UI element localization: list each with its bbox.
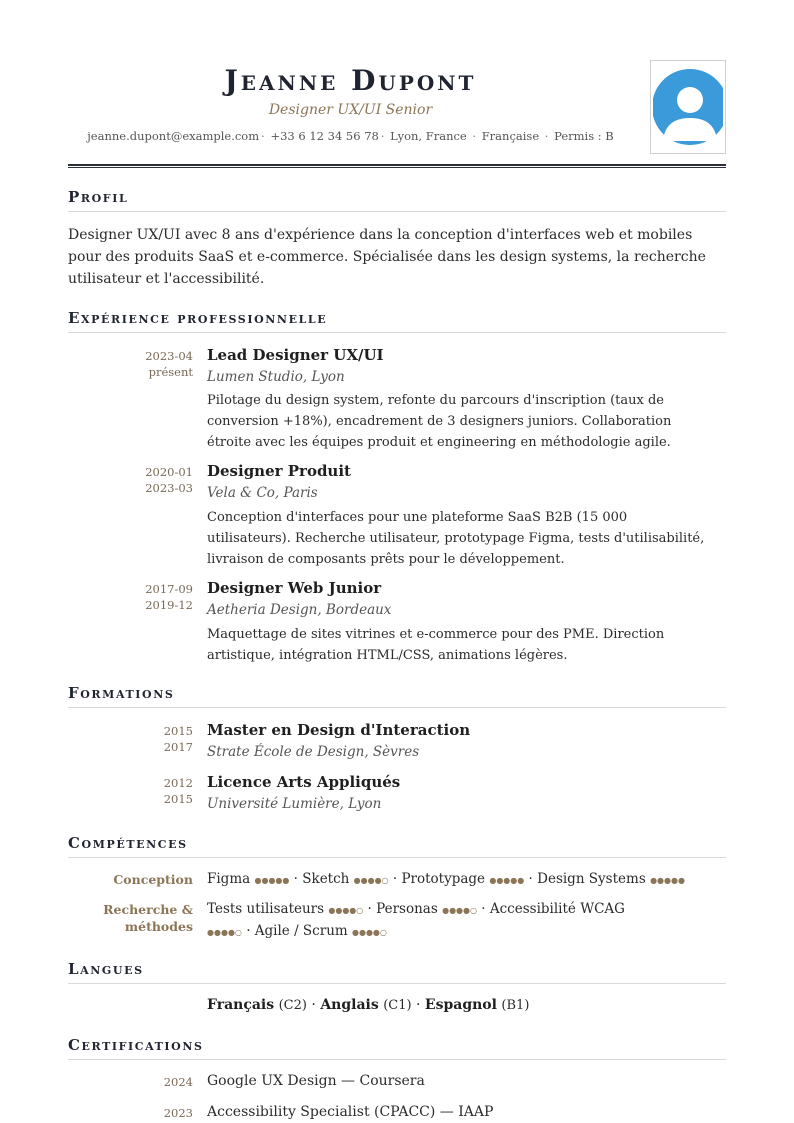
skill-rating: ●●●●○ <box>442 906 477 915</box>
school: Université Lumière, Lyon <box>207 796 382 812</box>
language-level: (B1) <box>501 998 530 1013</box>
profile-photo <box>650 60 726 154</box>
date-range: 2017-09 2019-12 <box>145 582 193 612</box>
section-heading-experience: Expérience professionnelle <box>68 309 726 333</box>
skill-name: Design Systems <box>537 871 646 887</box>
language-level: (C2) <box>278 998 307 1013</box>
email[interactable]: jeanne.dupont@example.com <box>87 129 260 143</box>
job-description: Pilotage du design system, refonte du parcours d'inscription (taux de conversion +18%), encadrement de 3 designers juniors. Collaboration étroite avec les équipes produit et engineering en méthodologie agile. <box>207 393 672 450</box>
school: Strate École de Design, Sèvres <box>207 744 420 760</box>
job-description: Conception d'interfaces pour une plateforme SaaS B2B (15 000 utilisateurs). Recherche utilisateur, prototypage Figma, tests d'utilisabilité, livraison de composants prêts pour le développement. <box>207 510 705 567</box>
resume-header <box>68 0 726 170</box>
section-heading-languages: Langues <box>68 960 726 984</box>
job-position: Designer Web Junior <box>207 579 382 597</box>
nationality: Française <box>481 129 540 143</box>
skill-rating: ●●●●○ <box>351 928 387 937</box>
skill-group-label: Recherche & méthodes <box>103 902 193 934</box>
section-heading-education: Formations <box>68 684 726 708</box>
job-description: Maquettage de sites vitrines et e-commerce pour des PME. Direction artistique, intégration HTML/CSS, animations légères. <box>207 627 665 663</box>
skill-group-items: Figma ●●●●● · Sketch ●●●●○ · Prototypage ●●●●● · Design Systems ●●●●● <box>207 871 685 887</box>
skill-group-items: Tests utilisateurs ●●●●○ · Personas ●●●●○ · Accessibilité WCAG ●●●●○ · Agile / Scrum ●●●●○ <box>207 901 625 939</box>
job-title: Designer UX/UI Senior <box>268 102 433 118</box>
skill-rating: ●●●●● <box>254 876 290 885</box>
date-range: 2023-04 présent <box>145 349 193 379</box>
skill-group-label: Conception <box>113 872 193 887</box>
driving-license: Permis : B <box>554 129 614 143</box>
skill-rating: ●●●●○ <box>328 906 364 915</box>
company: Vela & Co, Paris <box>207 485 318 501</box>
section-heading-skills: Compétences <box>68 834 726 858</box>
date-range: 2015 2017 <box>163 724 193 754</box>
company: Aetheria Design, Bordeaux <box>207 602 392 618</box>
skill-name: Sketch <box>302 871 350 887</box>
date-range: 2012 2015 <box>163 776 193 806</box>
job-position: Designer Produit <box>207 462 351 480</box>
skill-name: Figma <box>207 871 251 887</box>
skill-rating: ●●●●○ <box>207 928 242 937</box>
skill-rating: ●●●●● <box>650 876 685 885</box>
job-position: Lead Designer UX/UI <box>207 346 384 364</box>
location: Lyon, France <box>390 129 467 143</box>
language-name: Anglais <box>320 997 379 1013</box>
header-divider <box>68 164 726 168</box>
language-level: (C1) <box>383 998 412 1013</box>
skill-rating: ●●●●○ <box>353 876 389 885</box>
skill-rating: ●●●●● <box>489 876 525 885</box>
profile-summary: Designer UX/UI avec 8 ans d'expérience dans la conception d'interfaces web et mobiles pour des produits SaaS et e-commerce. Spécialisée dans les design systems, la recherche utilisateur et l'accessibilité. <box>68 227 706 287</box>
languages-list: Français (C2) · Anglais (C1) · Espagnol (B1) <box>207 997 530 1013</box>
section-heading-certifications: Certifications <box>68 1036 726 1060</box>
certification-year: 2023 <box>163 1106 193 1120</box>
candidate-name: Jeanne Dupont <box>224 64 477 97</box>
contact-line: jeanne.dupont@example.com · +33 6 12 34 56 78 · Lyon, France · Française · Permis : B <box>87 129 614 143</box>
company: Lumen Studio, Lyon <box>207 369 345 385</box>
section-heading-profile: Profil <box>68 188 726 212</box>
resume-page <box>68 0 726 1123</box>
phone[interactable]: +33 6 12 34 56 78 <box>270 129 379 143</box>
degree: Master en Design d'Interaction <box>207 721 471 739</box>
language-name: Espagnol <box>424 997 497 1013</box>
avatar-icon <box>653 63 723 151</box>
date-range: 2020-01 2023-03 <box>145 465 193 495</box>
certification-year: 2024 <box>163 1075 193 1089</box>
skill-name: Agile / Scrum <box>254 923 348 939</box>
certification-item: Accessibility Specialist (CPACC) — IAAP <box>207 1104 494 1120</box>
skill-name: Accessibilité WCAG <box>489 901 625 917</box>
degree: Licence Arts Appliqués <box>207 773 401 791</box>
skill-name: Tests utilisateurs <box>207 901 325 917</box>
certification-item: Google UX Design — Coursera <box>207 1073 425 1089</box>
skill-name: Personas <box>376 901 438 917</box>
skill-name: Prototypage <box>401 871 486 887</box>
language-name: Français <box>207 997 275 1013</box>
